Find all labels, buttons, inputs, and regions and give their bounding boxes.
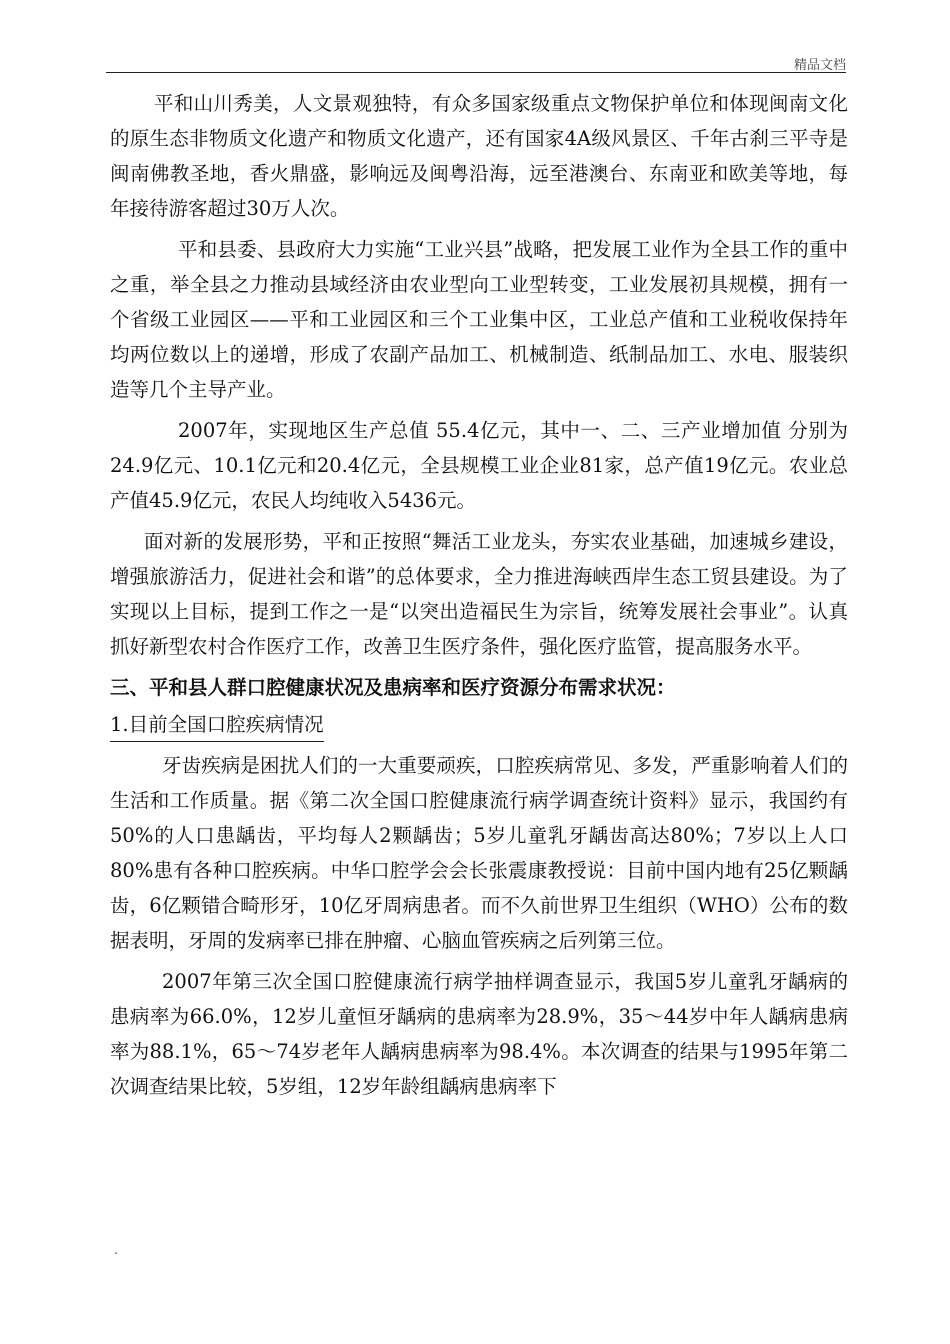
paragraph-third-survey-results: 2007年第三次全国口腔健康流行病学抽样调查显示，我国5岁儿童乳牙龋病的患病率为66.0%，12岁儿童恒牙龋病的患病率为28.9%，35～44岁中年人龋病患病率为88.1%，65～74岁老年人龋病患病率为98.4%。本次调查的结果与1995年第二次调查结果比较，5岁组，12岁年龄组龋病患病率下 [110,970,848,1098]
paragraph-industry-strategy: 平和县委、县政府大力实施“工业兴县”战略，把发展工业作为全县工作的重中之重，举全县之力推动县域经济由农业型向工业型转变，工业发展初具规模，拥有一个省级工业园区——平和工业园区和三个工业集中区，工业总产值和工业税收保持年均两位数以上的递增，形成了农副产品加工、机械制造、纸制品加工、水电、服装织造等几个主导产业。 [110,238,848,401]
paragraph-scenery: 平和山川秀美，人文景观独特，有众多国家级重点文物保护单位和体现闽南文化的原生态非物质文化遗产和物质文化遗产，还有国家4A级风景区、千年古刹三平寺是闽南佛教圣地，香火鼎盛，影响远及闽粤沿海，远至港澳台、东南亚和欧美等地，每年接待游客超过30万人次。 [110,92,848,220]
paragraph-economic-stats-2007: 2007年，实现地区生产总值 55.4亿元，其中一、二、三产业增加值 分别为24.9亿元、10.1亿元和20.4亿元，全县规模工业企业81家，总产值19亿元。农业总产值45.9亿元，农民人均纯收入5436元。 [110,419,848,512]
header-divider [106,72,846,73]
paragraph-development-goals: 面对新的发展形势，平和正按照“舞活工业龙头，夯实农业基础，加速城乡建设，增强旅游活力，促进社会和谐”的总体要求，全力推进海峡西岸生态工贸县建设。为了实现以上目标，提到工作之一是“以突出造福民生为宗旨，统筹发展社会事业”。认真抓好新型农村合作医疗工作，改善卫生医疗条件，强化医疗监管，提高服务水平。 [110,530,848,658]
document-body [110,86,848,1110]
paragraph-national-oral-disease: 牙齿疾病是困扰人们的一大重要顽疾，口腔疾病常见、多发，严重影响着人们的生活和工作质量。据《第二次全国口腔健康流行病学调查统计资料》显示，我国约有50%的人口患龋齿，平均每人2颗龋齿；5岁儿童乳牙龋齿高达80%；7岁以上人口80%患有各种口腔疾病。中华口腔学会会长张震康教授说：目前中国内地有25亿颗龋齿，6亿颗错合畸形牙，10亿牙周病患者。而不久前世界卫生组织（WHO）公布的数据表明，牙周的发病率已排在肿瘤、心脑血管疾病之后列第三位。 [110,754,848,952]
subsection-heading: 1.目前全国口腔疾病情况 [110,709,324,742]
footer-mark: . [114,1243,119,1258]
header-label: 精品文档 [793,58,846,73]
section-heading: 三、平和县人群口腔健康状况及患病率和医疗资源分布需求状况： [110,676,676,699]
